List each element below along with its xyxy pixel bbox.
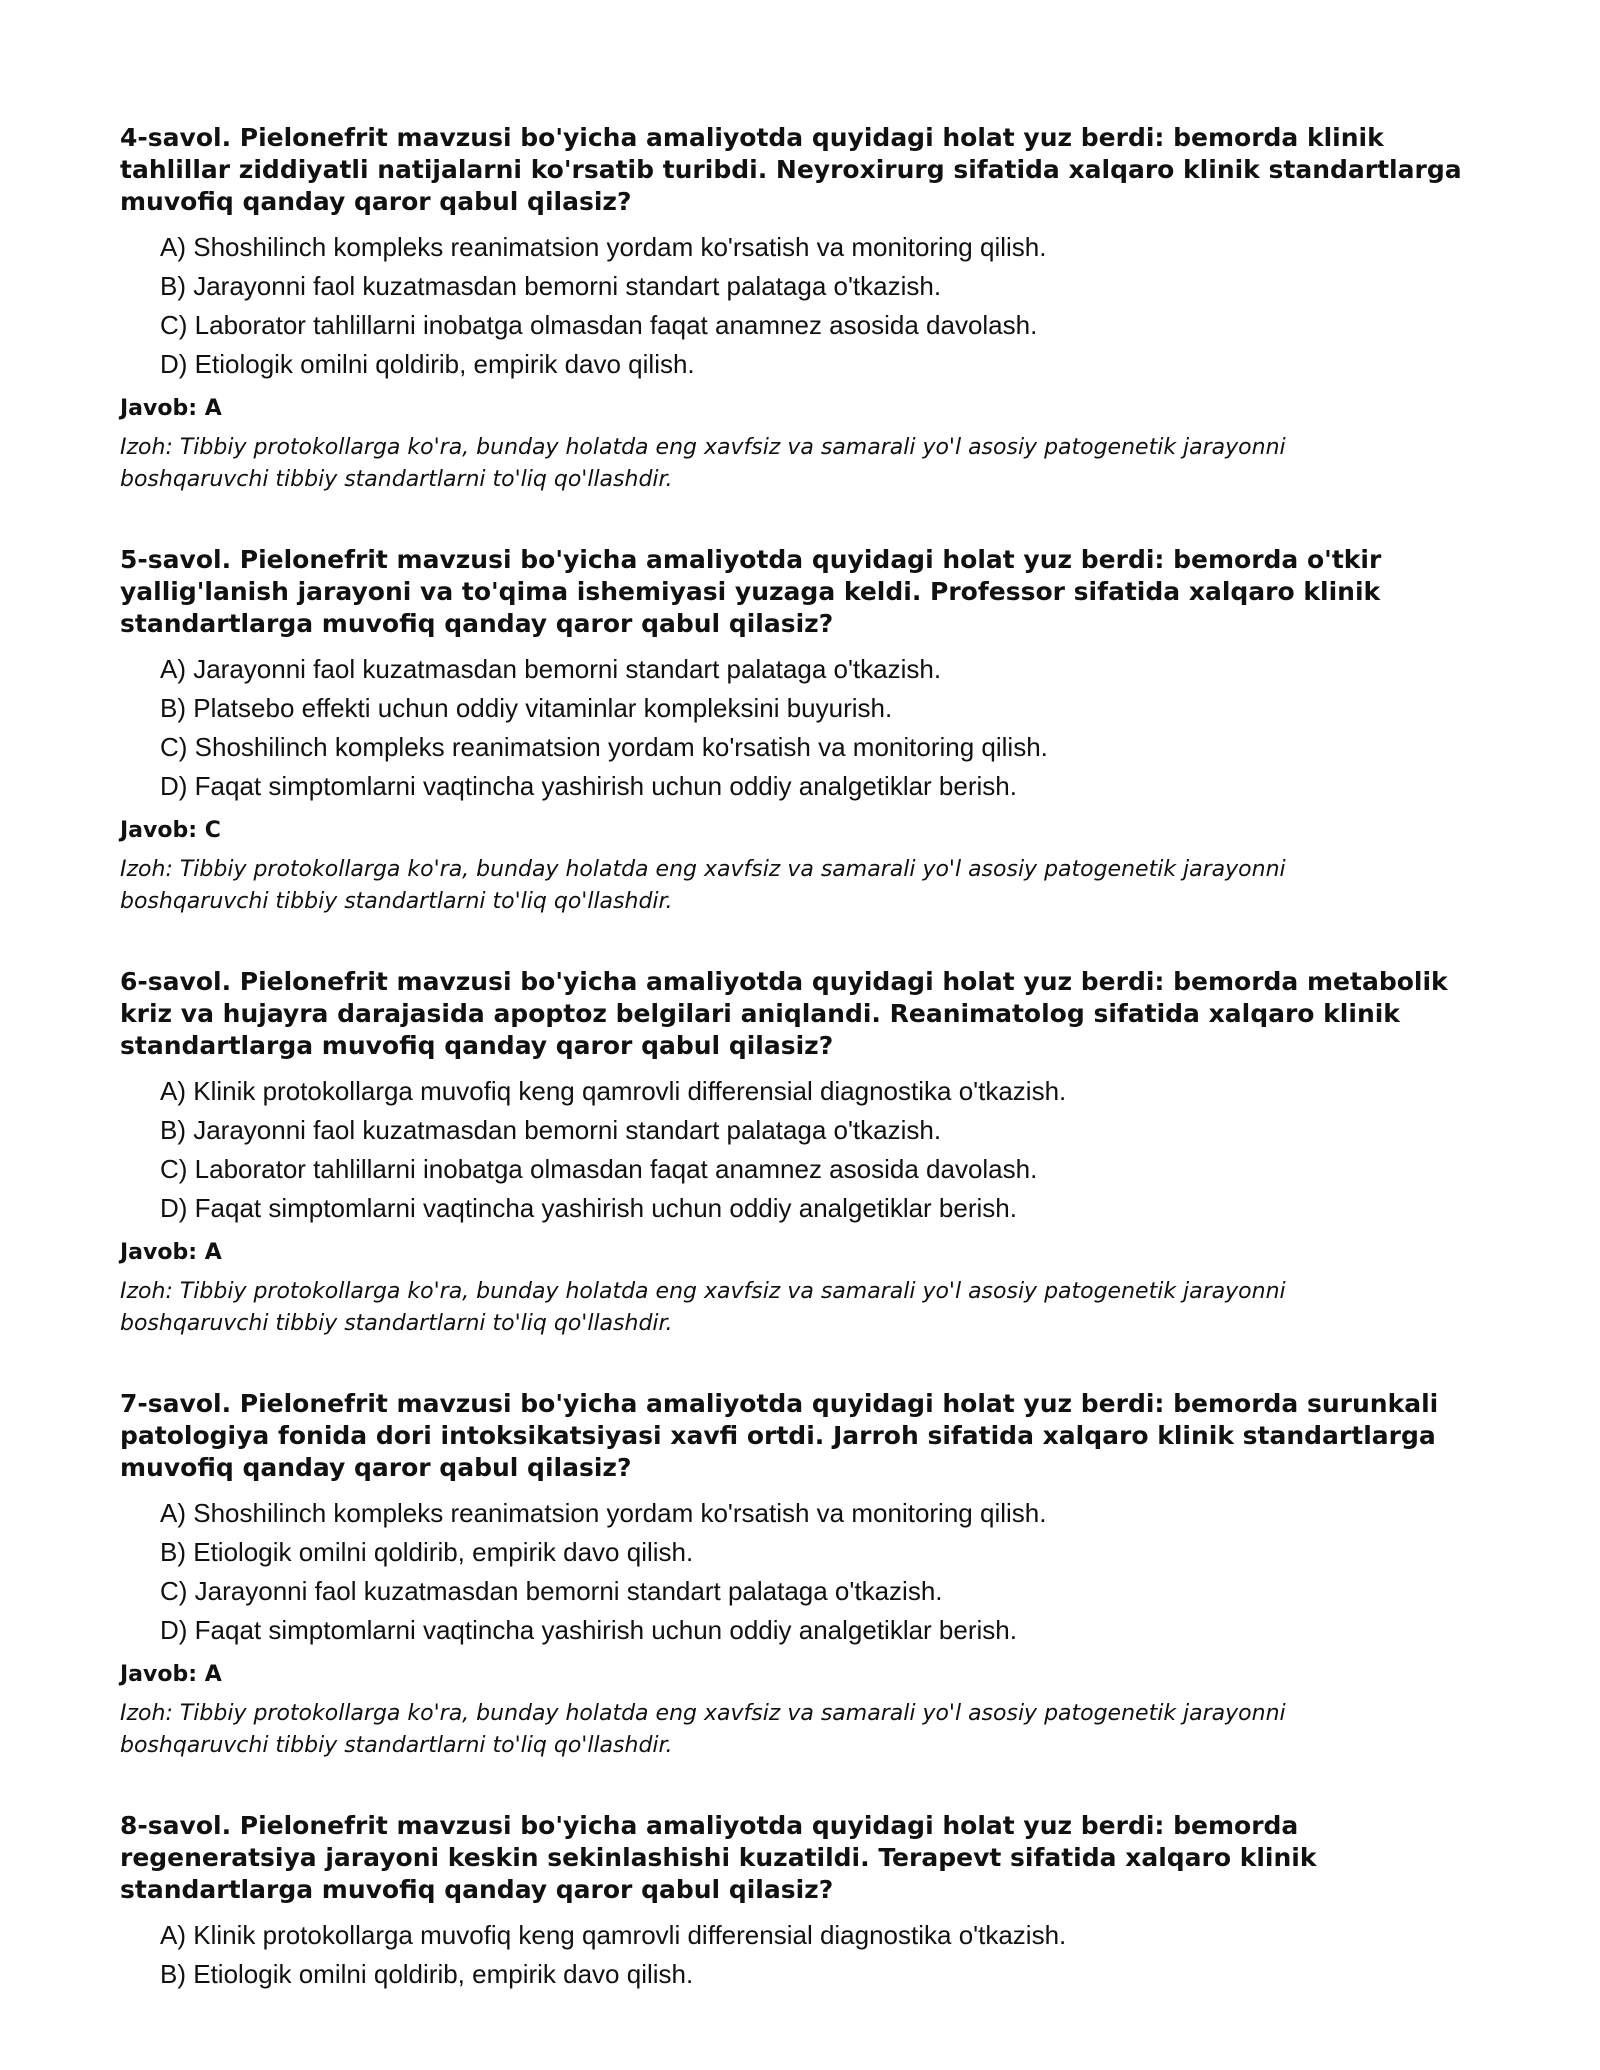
document-page [120,122,1495,2042]
answer-line: Javob: C [120,818,221,843]
question-8 [120,1810,1495,1994]
option-a: A) Jarayonni faol kuzatmasdan bemorni standart palataga o'tkazish. [160,654,942,684]
question-4 [120,122,1495,496]
option-b: B) Platsebo effekti uchun oddiy vitaminlar kompleksini buyurish. [160,693,893,723]
option-d: D) Etiologik omilni qoldirib, empirik davo qilish. [160,349,695,379]
answer-line: Javob: A [120,1662,222,1687]
answer-line: Javob: A [120,1240,222,1265]
option-b: B) Etiologik omilni qoldirib, empirik davo qilish. [160,1537,694,1567]
question-7 [120,1388,1495,1762]
option-a: A) Shoshilinch kompleks reanimatsion yordam ko'rsatish va monitoring qilish. [160,1498,1047,1528]
question-text: 5-savol. Pielonefrit mavzusi bo'yicha amaliyotda quyidagi holat yuz berdi: bemorda o'tkir yallig'lanish jarayoni va to'qima ishemiyasi yuzaga keldi. Professor sifatida xalqaro klinik standartlarga muvofiq qanday qaror qabul qilasiz? [120,545,1382,638]
explanation-text: Izoh: Tibbiy protokollarga ko'ra, bunday holatda eng xavfsiz va samarali yo'l asosiy patogenetik jarayonni boshqaruvchi tibbiy standartlarni to'liq qo'llashdir. [120,1279,1286,1336]
question-text: 4-savol. Pielonefrit mavzusi bo'yicha amaliyotda quyidagi holat yuz berdi: bemorda klinik tahlillar ziddiyatli natijalarni ko'rsatib turibdi. Neyroxirurg sifatida xalqaro klinik standartlarga muvofiq qanday qaror qabul qilasiz? [120,123,1462,216]
answer-line: Javob: A [120,396,222,421]
option-c: C) Laborator tahlillarni inobatga olmasdan faqat anamnez asosida davolash. [160,310,1038,340]
option-d: D) Faqat simptomlarni vaqtincha yashirish uchun oddiy analgetiklar berish. [160,1193,1017,1223]
option-b: B) Etiologik omilni qoldirib, empirik davo qilish. [160,1959,694,1989]
options-list [120,1916,1495,1994]
option-a: A) Klinik protokollarga muvofiq keng qamrovli differensial diagnostika o'tkazish. [160,1920,1067,1950]
option-c: C) Jarayonni faol kuzatmasdan bemorni standart palataga o'tkazish. [160,1576,943,1606]
question-text: 6-savol. Pielonefrit mavzusi bo'yicha amaliyotda quyidagi holat yuz berdi: bemorda metabolik kriz va hujayra darajasida apoptoz belgilari aniqlandi. Reanimatolog sifatida xalqaro klinik standartlarga muvofiq qanday qaror qabul qilasiz? [120,967,1448,1060]
explanation-text: Izoh: Tibbiy protokollarga ko'ra, bunday holatda eng xavfsiz va samarali yo'l asosiy patogenetik jarayonni boshqaruvchi tibbiy standartlarni to'liq qo'llashdir. [120,857,1286,914]
question-5 [120,544,1495,918]
explanation-text: Izoh: Tibbiy protokollarga ko'ra, bunday holatda eng xavfsiz va samarali yo'l asosiy patogenetik jarayonni boshqaruvchi tibbiy standartlarni to'liq qo'llashdir. [120,435,1286,492]
options-list [120,1072,1495,1228]
option-d: D) Faqat simptomlarni vaqtincha yashirish uchun oddiy analgetiklar berish. [160,1615,1017,1645]
option-b: B) Jarayonni faol kuzatmasdan bemorni standart palataga o'tkazish. [160,1115,942,1145]
explanation-text: Izoh: Tibbiy protokollarga ko'ra, bunday holatda eng xavfsiz va samarali yo'l asosiy patogenetik jarayonni boshqaruvchi tibbiy standartlarni to'liq qo'llashdir. [120,1701,1286,1758]
question-text: 7-savol. Pielonefrit mavzusi bo'yicha amaliyotda quyidagi holat yuz berdi: bemorda surunkali patologiya fonida dori intoksikatsiyasi xavfi ortdi. Jarroh sifatida xalqaro klinik standartlarga muvofiq qanday qaror qabul qilasiz? [120,1389,1439,1482]
option-d: D) Faqat simptomlarni vaqtincha yashirish uchun oddiy analgetiklar berish. [160,771,1017,801]
options-list [120,228,1495,384]
options-list [120,1494,1495,1650]
option-c: C) Shoshilinch kompleks reanimatsion yordam ko'rsatish va monitoring qilish. [160,732,1048,762]
question-text: 8-savol. Pielonefrit mavzusi bo'yicha amaliyotda quyidagi holat yuz berdi: bemorda regeneratsiya jarayoni keskin sekinlashishi kuzatildi. Terapevt sifatida xalqaro klinik standartlarga muvofiq qanday qaror qabul qilasiz? [120,1811,1317,1904]
question-6 [120,966,1495,1340]
option-a: A) Klinik protokollarga muvofiq keng qamrovli differensial diagnostika o'tkazish. [160,1076,1067,1106]
options-list [120,650,1495,806]
option-c: C) Laborator tahlillarni inobatga olmasdan faqat anamnez asosida davolash. [160,1154,1038,1184]
option-b: B) Jarayonni faol kuzatmasdan bemorni standart palataga o'tkazish. [160,271,942,301]
option-a: A) Shoshilinch kompleks reanimatsion yordam ko'rsatish va monitoring qilish. [160,232,1047,262]
